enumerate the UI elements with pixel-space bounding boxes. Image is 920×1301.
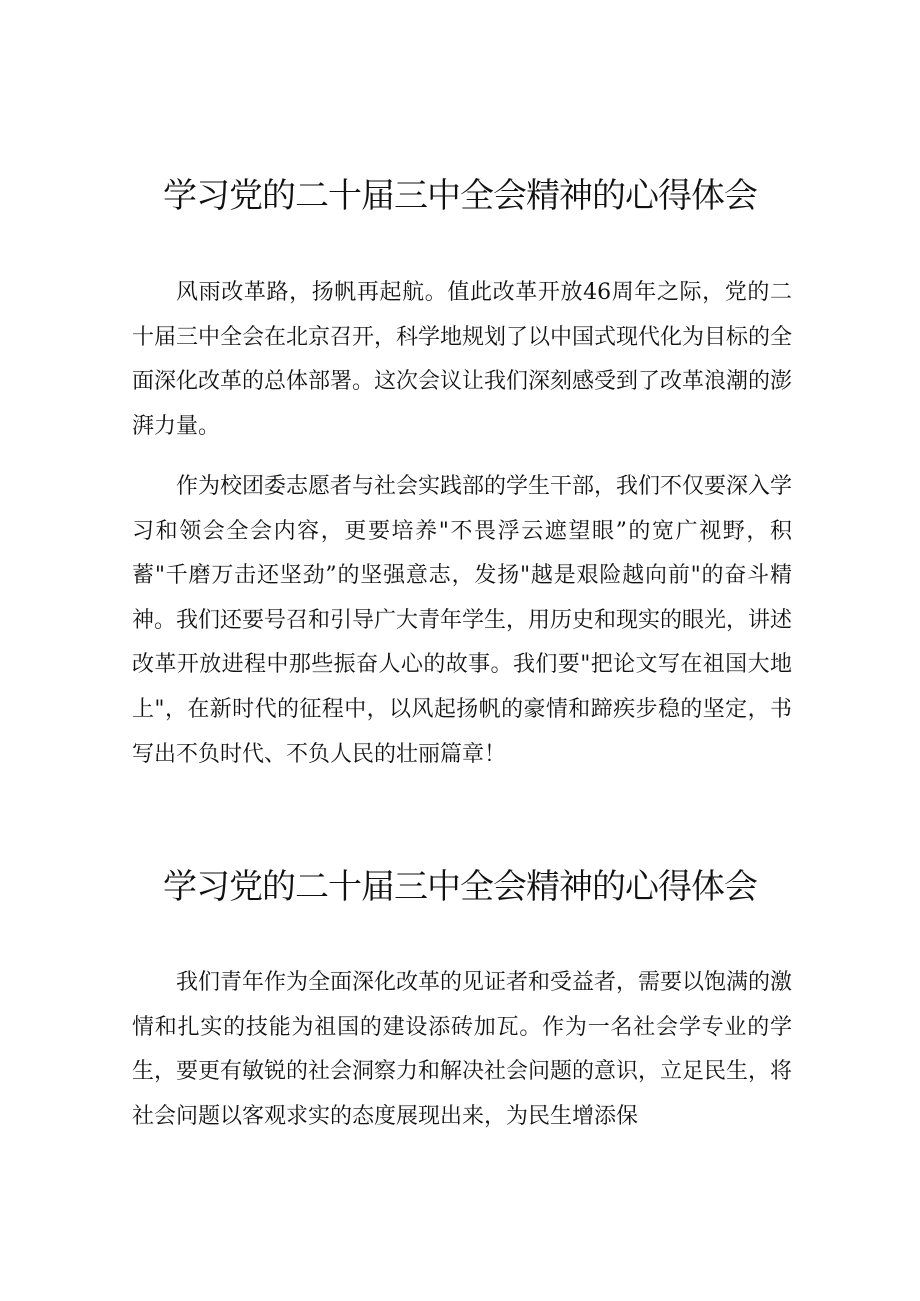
section-title: 学习党的二十届三中全会精神的心得体会 [163, 867, 757, 907]
body-paragraph: 作为校团委志愿者与社会实践部的学生干部，我们不仅要深入学习和领会全会内容，更要培养"不畏浮云遮望眼”的宽广视野，积蓄"千磨万击还坚劲”的坚强意志，发扬"越是艰险越向前"的奋斗精神。我们还要号召和引导广大青年学生，用历史和现实的眼光，讲述改革开放进程中那些振奋人心的故事。我们要"把论文写在祖国大地上"，在新时代的征程中，以风起扬帆的豪情和蹄疾步稳的坚定，书写出不负时代、不负人民的壮丽篇章！ [132, 474, 793, 767]
section-title: 学习党的二十届三中全会精神的心得体会 [163, 176, 757, 216]
body-paragraph: 我们青年作为全面深化改革的见证者和受益者，需要以饱满的激情和扎实的技能为祖国的建设添砖加瓦。作为一名社会学专业的学生，要更有敏锐的社会洞察力和解决社会问题的意识，立足民生，将社会问题以客观求实的态度展现出来，为民生增添保 [132, 970, 793, 1129]
body-paragraph: 风雨改革路，扬帆再起航。值此改革开放46周年之际，党的二十届三中全会在北京召开，科学地规划了以中国式现代化为目标的全面深化改革的总体部署。这次会议让我们深刻感受到了改革浪潮的澎湃力量。 [132, 280, 793, 439]
